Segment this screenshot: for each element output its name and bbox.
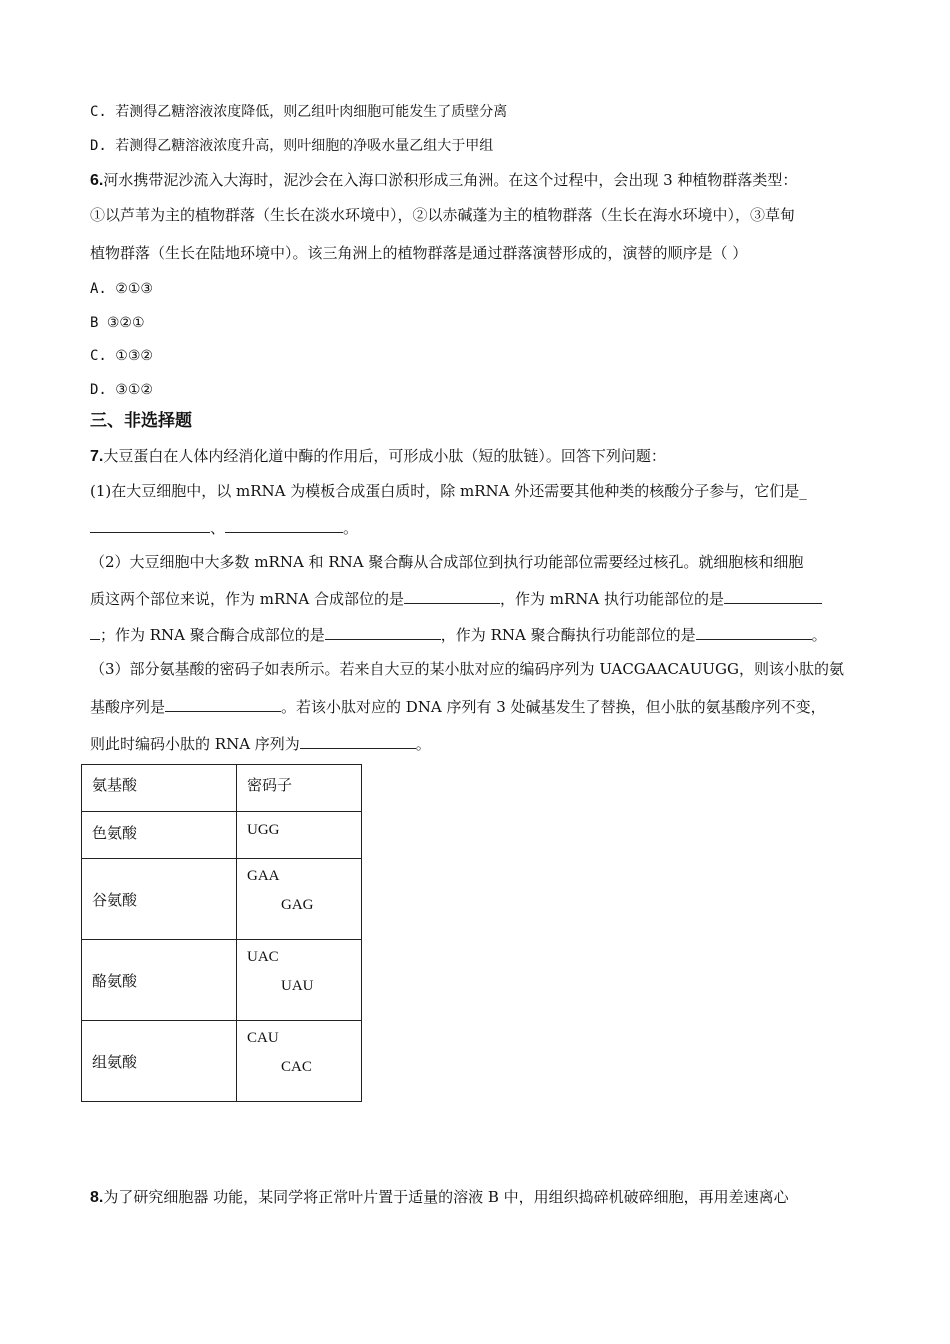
q7-part2-line3 (90, 625, 827, 645)
section-heading-nonchoice: 三、非选择题 (90, 411, 192, 431)
table-cell (237, 1021, 362, 1102)
answer-blank[interactable] (696, 625, 812, 640)
table-cell (82, 1021, 237, 1102)
answer-blank[interactable] (165, 697, 281, 712)
q7-intro-line (90, 446, 666, 467)
codon-value: UAU (281, 978, 314, 994)
q7-part2-line2 (90, 589, 822, 609)
table-cell (237, 940, 362, 1021)
q7-part2-text: 质这两个部位来说，作为 mRNA 合成部位的是 (90, 590, 405, 608)
header-codon: 密码子 (247, 776, 293, 794)
table-header-cell (237, 765, 362, 812)
codon-value: UGG (247, 822, 280, 838)
amino-acid-name: 组氨酸 (92, 1052, 138, 1071)
answer-blank[interactable] (404, 589, 500, 604)
amino-acid-name: 谷氨酸 (92, 890, 138, 909)
q8-number: 8. (90, 1189, 104, 1206)
q7-part1-line1: (1)在大豆细胞中，以 mRNA 为模板合成蛋白质时，除 mRNA 外还需要其他种类的核酸分子参与，它们是_ (90, 482, 807, 500)
q7-part1-line2 (90, 518, 358, 538)
q7-part2-text: ，作为 mRNA 执行功能部位的是 (500, 590, 725, 608)
answer-blank[interactable] (90, 625, 100, 640)
q7-part3-text: 。若该小肽对应的 DNA 序列有 3 处碱基发生了替换，但小肽的氨基酸序列不变， (281, 698, 826, 716)
q7-part3-line1: （3）部分氨基酸的密码子如表所示。若来自大豆的某小肽对应的编码序列为 UACGAACAUUGG，则该小肽的氨 (90, 660, 845, 678)
answer-blank[interactable] (300, 734, 416, 749)
table-header-cell (82, 765, 237, 812)
q6-number: 6. (90, 172, 104, 189)
table-row (82, 812, 362, 859)
amino-acid-name: 酪氨酸 (92, 971, 138, 990)
q7-part3-text: 。 (415, 735, 431, 753)
q6-option-a: A. ②①③ (90, 281, 153, 297)
q7-part3-line2 (90, 697, 826, 717)
table-cell (82, 812, 237, 859)
q7-part3-text: 则此时编码小肽的 RNA 序列为 (90, 735, 300, 753)
table-cell (237, 812, 362, 859)
q7-part2-line1: （2）大豆细胞中大多数 mRNA 和 RNA 聚合酶从合成部位到执行功能部位需要经过核孔。就细胞核和细胞 (90, 553, 804, 571)
header-amino-acid: 氨基酸 (92, 776, 138, 794)
answer-blank[interactable] (90, 518, 210, 533)
q7-number: 7. (90, 448, 104, 465)
table-cell (82, 940, 237, 1021)
codon-value: GAG (281, 897, 314, 913)
q6-line1 (90, 170, 797, 191)
q8-text-line1: 为了研究细胞器 功能，某同学将正常叶片置于适量的溶液 B 中，用组织捣碎机破碎细胞，再用差速离心 (103, 1188, 789, 1206)
q6-line2: ①以芦苇为主的植物群落（生长在淡水环境中），②以赤碱蓬为主的植物群落（生长在海水环境中），③草甸 (90, 206, 796, 224)
q7-part3-text: 基酸序列是 (90, 698, 166, 716)
q7-part2-text: ，作为 RNA 聚合酶执行功能部位的是 (440, 626, 696, 644)
q7-part1-sep: 、 (210, 519, 226, 537)
codon-value: GAA (247, 868, 280, 884)
codon-value: CAU (247, 1030, 279, 1046)
table-row (82, 859, 362, 940)
q5-option-d: D. 若测得乙糖溶液浓度升高，则叶细胞的净吸水量乙组大于甲组 (90, 138, 494, 154)
table-row (82, 940, 362, 1021)
q6-option-c: C. ①③② (90, 348, 153, 364)
q6-text-line1: 河水携带泥沙流入大海时，泥沙会在入海口淤积形成三角洲。在这个过程中，会出现 3 种植物群落类型： (103, 171, 798, 189)
answer-blank[interactable] (325, 625, 441, 640)
codon-table (81, 764, 362, 1102)
answer-blank[interactable] (225, 518, 343, 533)
q7-part2-text: 。 (811, 626, 827, 644)
q7-intro: 大豆蛋白在人体内经消化道中酶的作用后，可形成小肽（短的肽链）。回答下列问题： (103, 447, 666, 465)
q6-line3: 植物群落（生长在陆地环境中）。该三角洲上的植物群落是通过群落演替形成的，演替的顺序是（ ） (90, 244, 748, 262)
q6-option-b: B ③②① (90, 315, 145, 331)
q8-line1 (90, 1187, 789, 1208)
table-header-row (82, 765, 362, 812)
q6-option-d: D. ③①② (90, 382, 153, 398)
table-row (82, 1021, 362, 1102)
q7-part3-line3 (90, 734, 431, 754)
amino-acid-name: 色氨酸 (92, 824, 138, 842)
table-cell (237, 859, 362, 940)
codon-value: CAC (281, 1059, 312, 1075)
answer-blank[interactable] (724, 589, 822, 604)
q5-option-c: C. 若测得乙糖溶液浓度降低，则乙组叶肉细胞可能发生了质壁分离 (90, 104, 508, 120)
codon-value: UAC (247, 949, 279, 965)
q7-part1-end: 。 (343, 519, 359, 537)
q7-part2-text: ；作为 RNA 聚合酶合成部位的是 (100, 626, 325, 644)
table-cell (82, 859, 237, 940)
